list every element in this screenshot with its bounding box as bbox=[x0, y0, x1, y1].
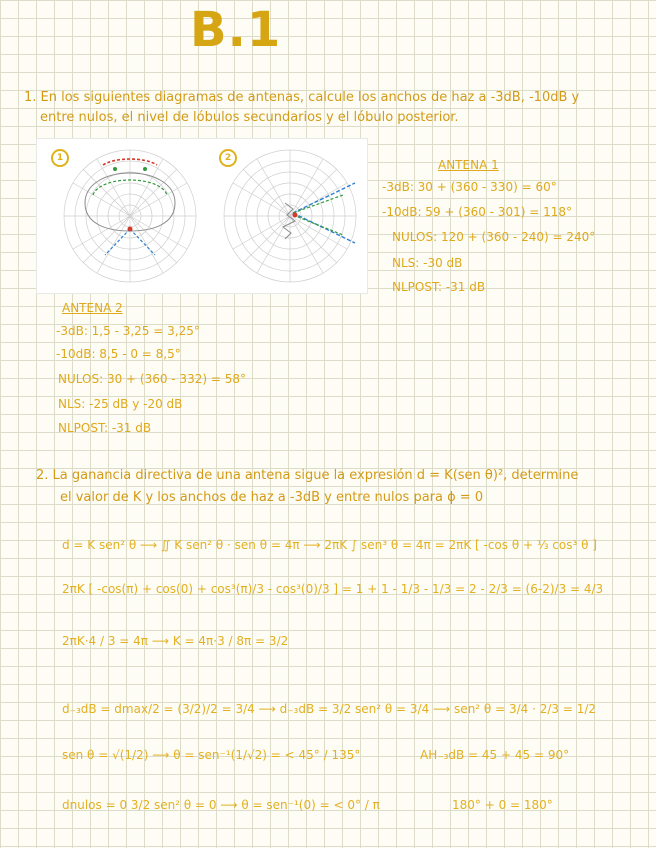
page-title: B.1 bbox=[190, 2, 282, 58]
antena2-line-3db: -3dB: 1,5 - 3,25 = 3,25° bbox=[56, 324, 200, 338]
antena2-heading: ANTENA 2 bbox=[62, 301, 123, 315]
problem2-statement-line1: 2. La ganancia directiva de una antena sigue la expresión d = K(sen θ)², determine bbox=[36, 468, 579, 483]
math-line-beamwidth-nulls: 180° + 0 = 180° bbox=[452, 798, 553, 812]
polar-plot-2 bbox=[215, 143, 365, 289]
antena1-line-nulos: NULOS: 120 + (360 - 240) = 240° bbox=[392, 230, 596, 244]
diagram1-badge: 1 bbox=[51, 149, 69, 167]
antena2-line-nulos: NULOS: 30 + (360 - 332) = 58° bbox=[58, 372, 246, 386]
antena1-line-nlpost: NLPOST: -31 dB bbox=[392, 280, 486, 294]
math-line-3db-gain: d₋₃dB = dmax/2 = (3/2)/2 = 3/4 ⟶ d₋₃dB = 3/2 sen² θ = 3/4 ⟶ sen² θ = 3/4 · 2/3 = 1/2 bbox=[62, 702, 597, 716]
problem2-statement-line2: el valor de K y los anchos de haz a -3dB y entre nulos para ϕ = 0 bbox=[60, 490, 484, 505]
antena1-line-nls: NLS: -30 dB bbox=[392, 256, 463, 270]
antena2-line-10db: -10dB: 8,5 - 0 = 8,5° bbox=[56, 347, 181, 361]
math-line-nulls: dnulos = 0 3/2 sen² θ = 0 ⟶ θ = sen⁻¹(0) = < 0° / π bbox=[62, 798, 380, 812]
antena1-heading: ANTENA 1 bbox=[438, 158, 499, 172]
diagram2-badge: 2 bbox=[219, 149, 237, 167]
problem1-statement-line2: entre nulos, el nivel de lóbulos secundarios y el lóbulo posterior. bbox=[40, 110, 459, 125]
math-line-k-solution: 2πK·4 / 3 = 4π ⟶ K = 4π·3 / 8π = 3/2 bbox=[62, 634, 289, 648]
math-line-integral: d = K sen² θ ⟶ ∬ K sen² θ · sen θ = 4π ⟶ 2πK ∫ sen³ θ = 4π = 2πK [ -cos θ + ⅓ cos³ θ ] bbox=[62, 538, 597, 552]
problem1-statement-line1: 1. En los siguientes diagramas de antenas, calcule los anchos de haz a -3dB, -10dB y bbox=[24, 90, 580, 105]
math-line-beamwidth-3db: AH₋₃dB = 45 + 45 = 90° bbox=[420, 748, 570, 762]
antena2-line-nlpost: NLPOST: -31 dB bbox=[58, 421, 152, 435]
polar-plot-1 bbox=[55, 143, 205, 289]
antena1-line-3db: -3dB: 30 + (360 - 330) = 60° bbox=[382, 180, 557, 194]
antena1-line-10db: -10dB: 59 + (360 - 301) = 118° bbox=[382, 205, 572, 219]
antena2-line-nls: NLS: -25 dB y -20 dB bbox=[58, 397, 183, 411]
math-line-theta: sen θ = √(1/2) ⟶ θ = sen⁻¹(1/√2) = < 45° / 135° bbox=[62, 748, 361, 762]
math-line-evaluation: 2πK [ -cos(π) + cos(0) + cos³(π)/3 - cos³(0)/3 ] = 1 + 1 - 1/3 - 1/3 = 2 - 2/3 = (6-2)/3 = 4/3 bbox=[62, 582, 604, 596]
polar-diagrams-figure bbox=[36, 138, 368, 294]
